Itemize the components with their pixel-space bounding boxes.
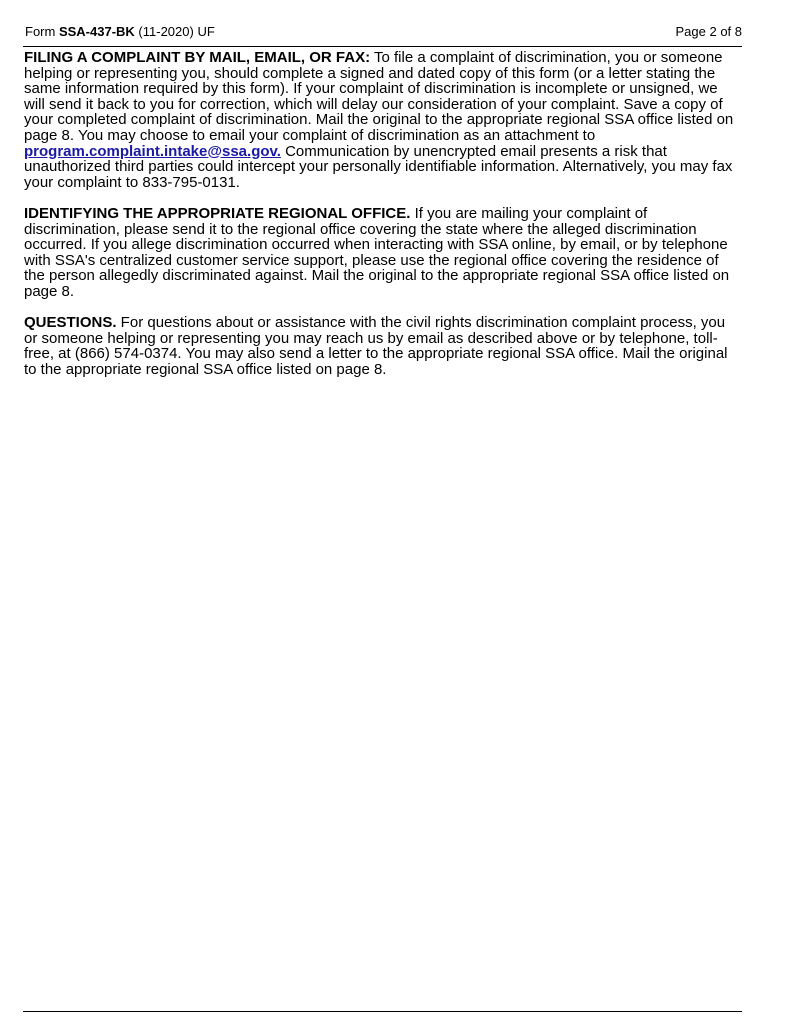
regional-office-heading: IDENTIFYING THE APPROPRIATE REGIONAL OFFICE. [24,204,411,222]
form-number: SSA-437-BK [58,24,135,39]
header-divider [23,46,742,47]
regional-office-text: If you are mailing your complaint of discrimination, please send it to the regional office covering the state where the alleged discrimination occurred. If you allege discrimination occurred when interacting with SSA online, by email, or by telephone with SSA's centralized customer service support, please use the regional office covering the residence of the person allegedly discriminated against. Mail the original to the appropriate regional SSA office listed on page 8. [24,204,730,300]
filing-section [24,50,742,190]
form-suffix: (11-2020) UF [134,24,215,39]
regional-office-section [24,206,742,300]
footer-divider [23,1011,742,1012]
questions-text: For questions about or assistance with the civil rights discrimination complaint process, you or someone helping or representing you may reach us by email as described above or by telephone, toll-free, at (866) 574-0374. You may also send a letter to the appropriate regional SSA office. Mail the original to the appropriate regional SSA office listed on page 8. [24,314,728,378]
filing-text-after: Communication by unencrypted email presents a risk that unauthorized third parties could intercept your personally identifiable information. Alternatively, you may fax your complaint to 833-795-0131. [24,142,733,191]
questions-heading: QUESTIONS. [24,314,117,332]
complaint-email-link[interactable]: program.complaint.intake@ssa.gov. [24,142,281,160]
form-identifier [25,24,215,40]
questions-section [24,315,742,377]
document-body [24,50,742,393]
filing-text-before: To file a complaint of discrimination, you or someone helping or representing you, should complete a signed and dated copy of this form (or a letter stating the same information required by this form). If your complaint of discrimination is incomplete or unsigned, we will send it back to you for correction, which will delay our consideration of your complaint. Save a copy of your completed complaint of discrimination. Mail the original to the appropriate regional SSA office listed on page 8. You may choose to email your complaint of discrimination as an attachment to [24,49,734,144]
page-number: Page 2 of 8 [675,24,742,39]
filing-heading: FILING A COMPLAINT BY MAIL, EMAIL, OR FAX: [24,49,371,66]
form-prefix: Form [25,24,59,39]
